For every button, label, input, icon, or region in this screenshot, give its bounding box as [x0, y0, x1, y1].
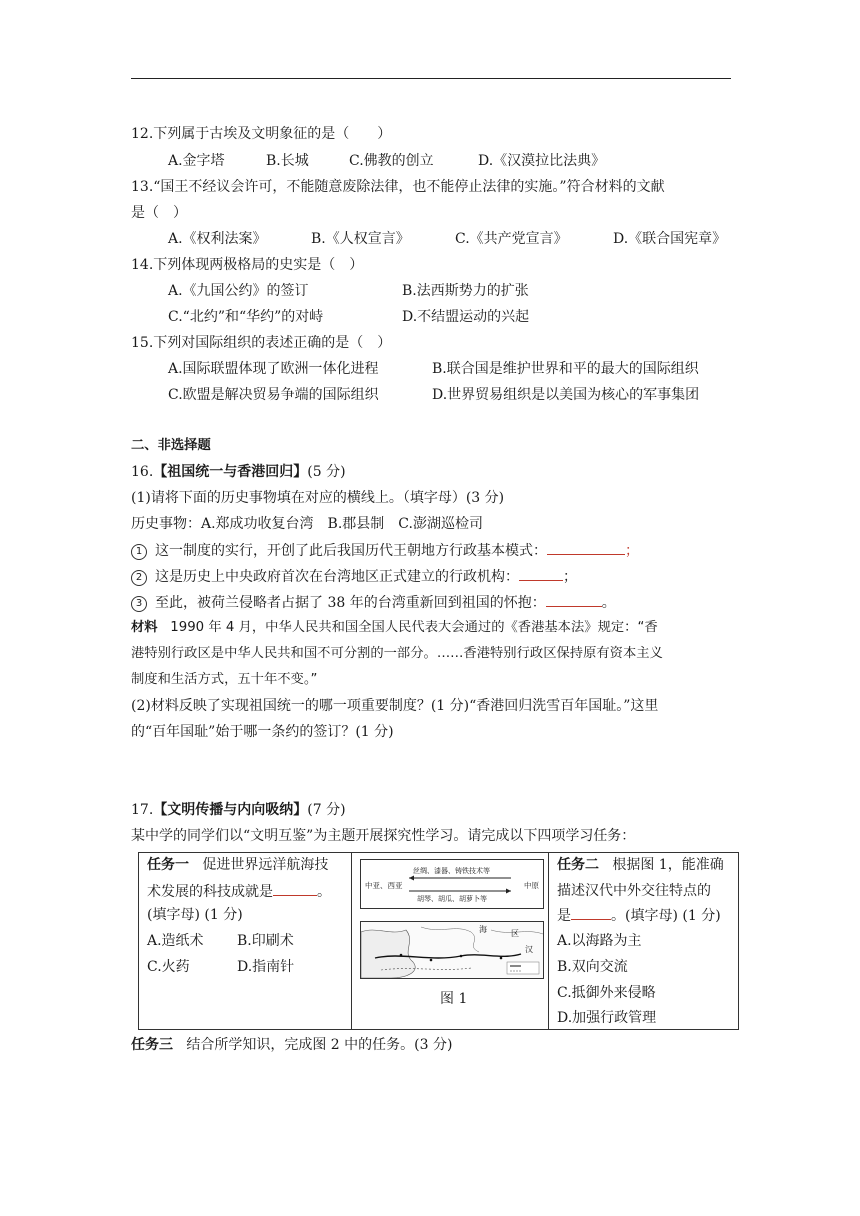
section-2-heading: 二、非选择题: [131, 438, 211, 453]
task-1-option-a: A.造纸术: [147, 933, 204, 949]
q12-option-a: A.金字塔: [168, 153, 225, 169]
map-label-region: 区: [511, 929, 519, 938]
q15-option-a: A.国际联盟体现了欧洲一体化进程: [168, 361, 379, 377]
task-2-line-1: 任务二 根据图 1，能准确: [557, 857, 724, 873]
task-1-option-d: D.指南针: [237, 959, 295, 975]
q14-option-c: C.“北约”和“华约”的对峙: [168, 309, 324, 325]
answer-blank-2[interactable]: [519, 566, 563, 581]
q16-material-line-1: 材料 1990 年 4 月，中华人民共和国全国人民代表大会通过的《香港基本法》规定：“香: [131, 620, 658, 635]
task-table: [138, 852, 739, 1030]
q15-option-b: B.联合国是维护世界和平的最大的国际组织: [432, 361, 699, 377]
q13-option-a: A.《权利法案》: [168, 231, 267, 247]
westbound-goods-label: 丝绸、漆器、铸铁技术等: [413, 867, 490, 875]
q16-sub2-line-1: (2)材料反映了实现祖国统一的哪一项重要制度？(1 分)“香港回归洗雪百年国耻。”这里: [131, 698, 659, 714]
silk-road-map: [360, 921, 544, 979]
task-2-option-a: A.以海路为主: [557, 933, 642, 949]
right-region-label: 中原: [524, 881, 539, 890]
circled-number-3: 3: [131, 596, 147, 612]
q16-item-3: 3 至此，被荷兰侵略者占据了 38 年的台湾重新回到祖国的怀抱： 。: [131, 592, 616, 613]
eastbound-goods-label: 胡琴、胡瓜、胡萝卜等: [417, 895, 487, 903]
task-3-line: 任务三 结合所学知识，完成图 2 中的任务。(3 分): [131, 1037, 453, 1053]
question-16-title: 16.【祖国统一与香港回归】(5 分): [131, 464, 346, 480]
circled-number-2: 2: [131, 570, 147, 586]
task-1-option-c: C.火药: [147, 959, 190, 975]
task-2-option-c: C.抵御外来侵略: [557, 985, 656, 1001]
answer-blank-3[interactable]: [546, 592, 602, 607]
question-12-stem: 12.下列属于古埃及文明象征的是（ ）: [131, 126, 392, 142]
exchange-diagram: [360, 859, 544, 909]
map-label-han: 汉: [525, 945, 533, 954]
q16-item-2: 2 这是历史上中央政府首次在台湾地区正式建立的行政机构： ；: [131, 566, 577, 587]
q13-option-d: D.《联合国宪章》: [613, 231, 727, 247]
question-14-stem: 14.下列体现两极格局的史实是（ ）: [131, 257, 364, 273]
q12-option-c: C.佛教的创立: [349, 153, 434, 169]
header-rule: [131, 78, 731, 79]
task-1-line-1: 任务一 促进世界远洋航海技: [147, 857, 329, 873]
task-1-line-2: 术发展的科技成就是 。: [147, 881, 331, 902]
task-1-line-3: (填字母) (1 分): [147, 907, 243, 923]
q14-option-b: B.法西斯势力的扩张: [402, 283, 529, 299]
answer-blank-1[interactable]: [547, 540, 625, 555]
task-2-option-d: D.加强行政管理: [557, 1010, 657, 1026]
task-2-answer-blank[interactable]: [571, 905, 611, 920]
q15-option-c: C.欧盟是解决贸易争端的国际组织: [168, 387, 379, 403]
q16-item-1: 1 这一制度的实行，开创了此后我国历代王朝地方行政基本模式： ；: [131, 540, 639, 561]
q13-option-b: B.《人权宣言》: [311, 231, 410, 247]
q16-events: 历史事物：A.郑成功收复台湾 B.郡县制 C.澎湖巡检司: [131, 516, 483, 532]
q16-sub2-line-2: 的“百年国耻”始于哪一条约的签订？(1 分): [131, 724, 394, 740]
task-2-line-2: 描述汉代中外交往特点的: [557, 883, 711, 899]
circled-number-1: 1: [131, 544, 147, 560]
figure-1-caption: 图 1: [440, 991, 468, 1007]
q12-option-b: B.长城: [266, 153, 309, 169]
q17-intro: 某中学的同学们以“文明互鉴”为主题开展探究性学习。请完成以下四项学习任务：: [131, 828, 636, 844]
task-2-option-b: B.双向交流: [557, 959, 628, 975]
question-13-stem-cont: 是（ ）: [131, 205, 187, 221]
figure-1-cell: [352, 853, 549, 1030]
material-label: 材料: [131, 620, 158, 635]
task-2-cell: [549, 853, 739, 1030]
q12-option-d: D.《汉漠拉比法典》: [478, 153, 606, 169]
q16-sub1: (1)请将下面的历史事物填在对应的横线上。（填字母）(3 分): [131, 490, 505, 506]
q15-option-d: D.世界贸易组织是以美国为核心的军事集团: [432, 387, 700, 403]
q16-material-line-3: 制度和生活方式，五十年不变。”: [131, 672, 318, 687]
map-label-sea: 海: [479, 925, 487, 934]
task-1-cell: [139, 853, 352, 1030]
task-1-option-b: B.印刷术: [237, 933, 294, 949]
question-15-stem: 15.下列对国际组织的表述正确的是（ ）: [131, 335, 392, 351]
q16-material-line-2: 港特别行政区是中华人民共和国不可分割的一部分。……香港特别行政区保持原有资本主义: [131, 646, 663, 661]
question-17-title: 17.【文明传播与内向吸纳】(7 分): [131, 802, 346, 818]
exchange-arrows: [361, 860, 543, 908]
left-region-label: 中亚、西亚: [365, 881, 403, 890]
question-13-stem: 13.“国王不经议会许可，不能随意废除法律，也不能停止法律的实施。”符合材料的文献: [131, 179, 665, 195]
q14-option-d: D.不结盟运动的兴起: [402, 309, 530, 325]
q13-option-c: C.《共产党宣言》: [455, 231, 568, 247]
q14-option-a: A.《九国公约》的签订: [168, 283, 309, 299]
task-1-answer-blank[interactable]: [273, 881, 317, 896]
task-2-line-3: 是 。(填字母) (1 分): [557, 905, 721, 926]
